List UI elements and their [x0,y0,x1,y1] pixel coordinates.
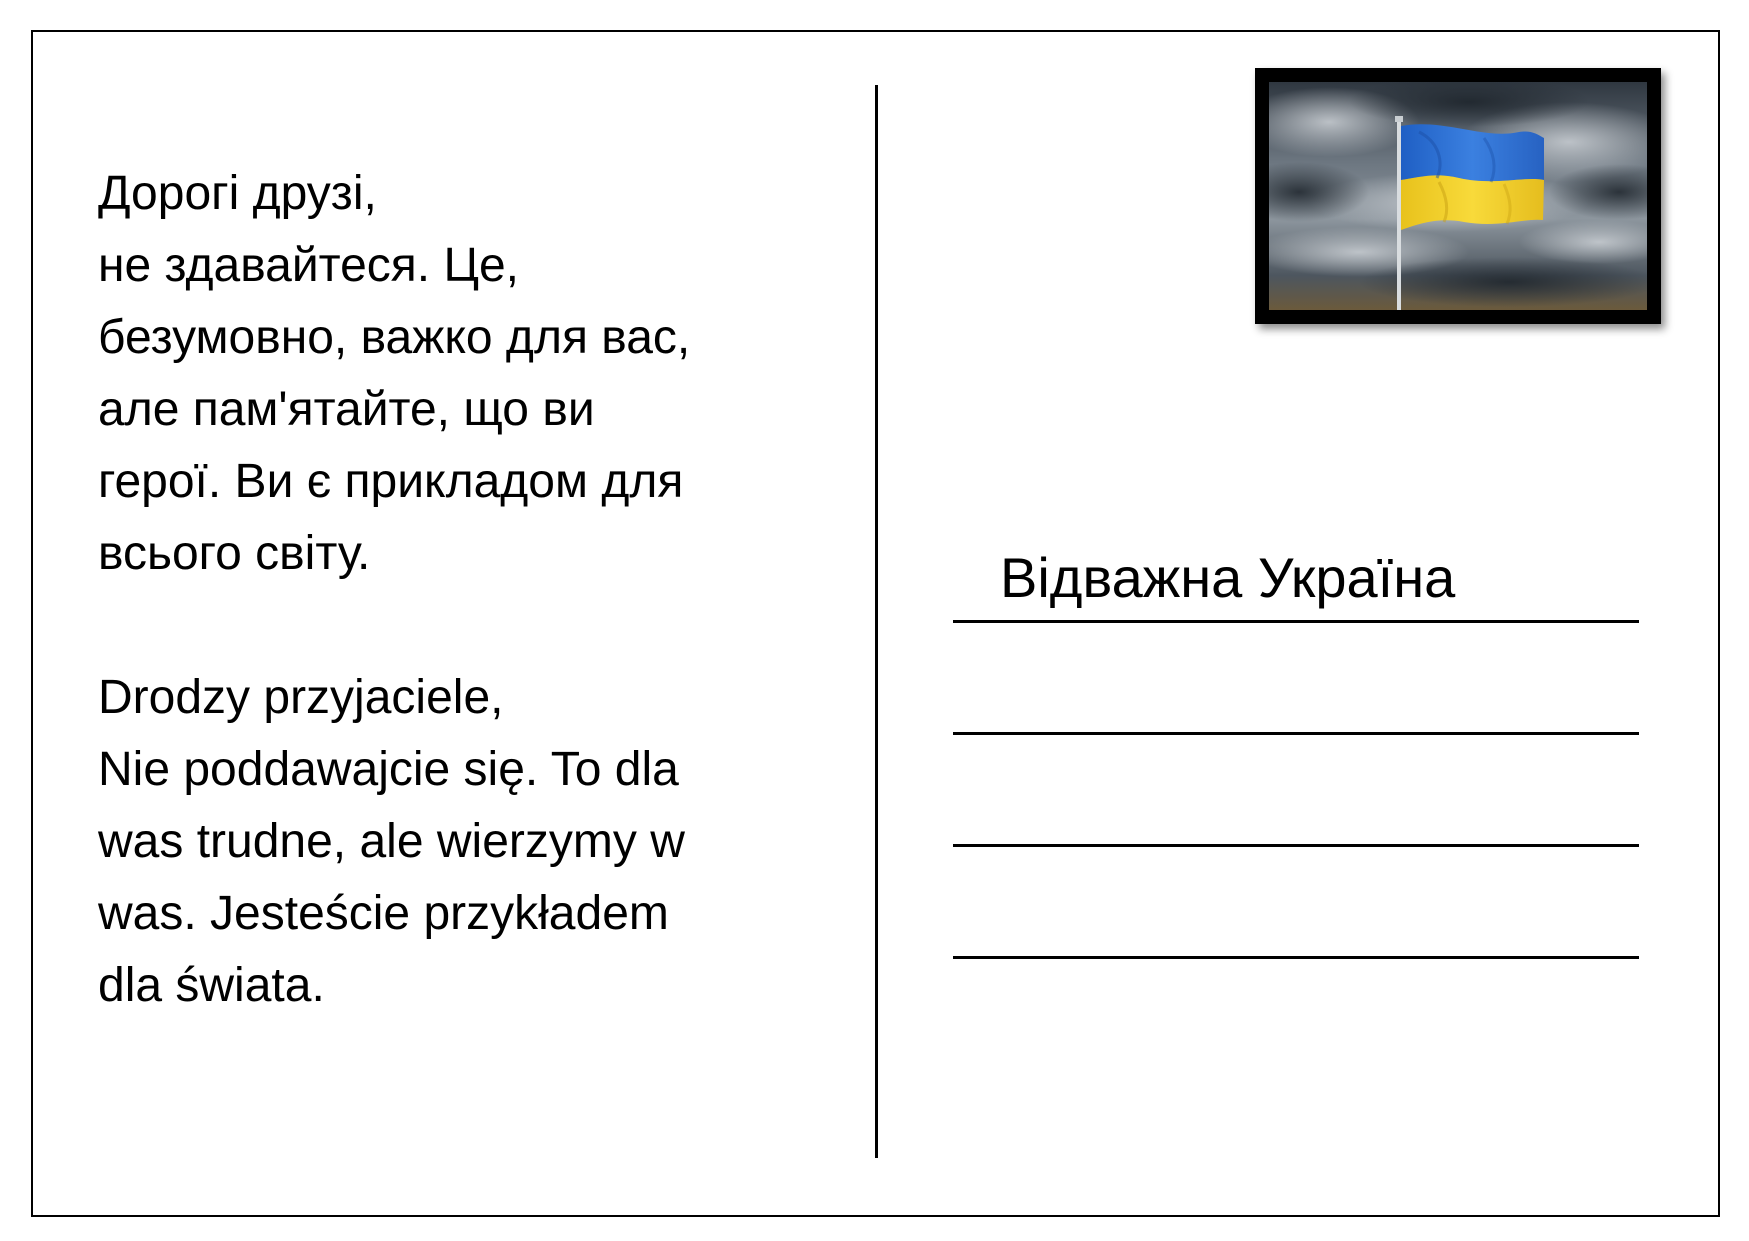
postcard-divider [875,85,878,1158]
address-line [953,956,1639,959]
message-area [98,158,798,1022]
message-line: Дорогі друзі, [98,167,377,220]
paragraph-gap [98,590,798,662]
message-line: Drodzy przyjaciele, [98,671,504,724]
address-title: Відважна Україна [1000,546,1456,609]
address-line [953,732,1639,735]
message-polish [98,662,798,1022]
message-line: was. Jesteście przykładem [98,887,669,940]
message-ukrainian [98,158,798,590]
ukrainian-flag-stamp-image [1269,82,1647,310]
message-line: але пам'ятайте, що ви [98,383,595,436]
message-line: герої. Ви є прикладом для [98,455,684,508]
address-line [953,620,1639,623]
message-line: безумовно, важко для вас, [98,311,691,364]
stamp [1255,68,1661,324]
message-line: всього світу. [98,527,371,580]
message-line: was trudne, ale wierzymy w [98,815,685,868]
message-line: Nie poddawajcie się. To dla [98,743,679,796]
message-line: не здавайтеся. Це, [98,239,520,292]
address-line [953,844,1639,847]
message-line: dla świata. [98,959,325,1012]
